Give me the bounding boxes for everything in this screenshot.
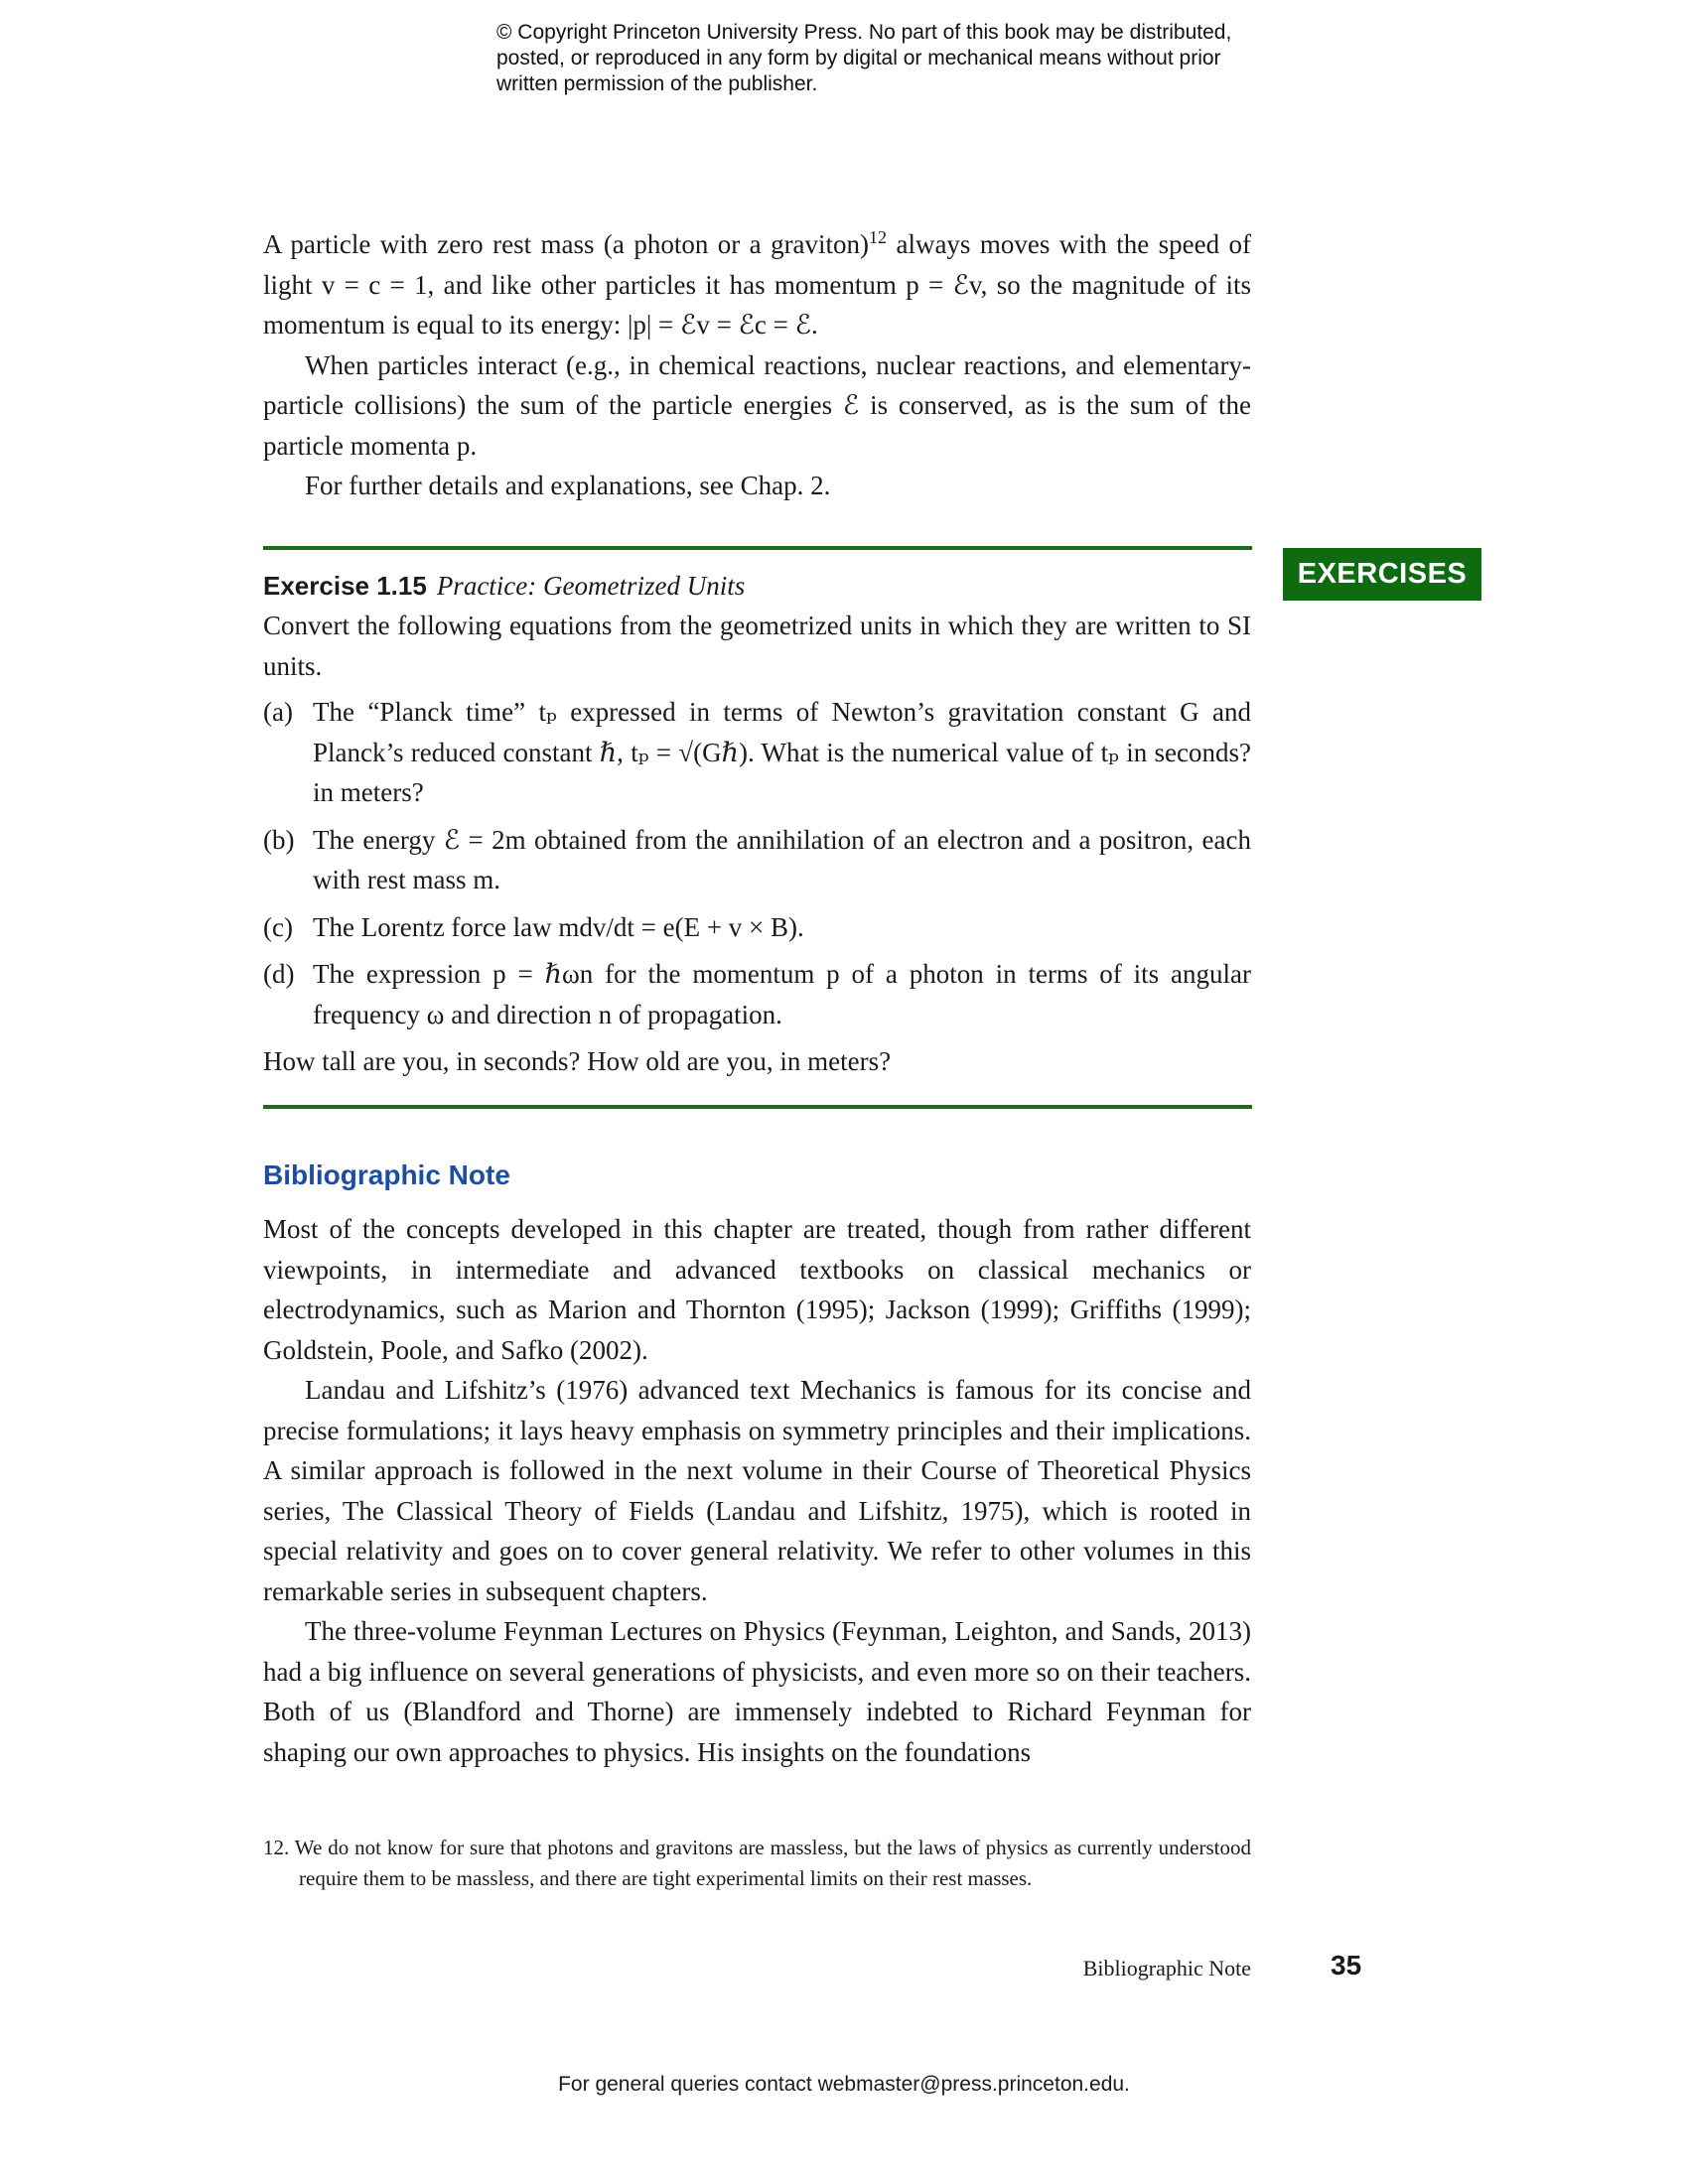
exercise-block [263,566,1251,1082]
bib-paragraph-2: Landau and Lifshitz’s (1976) advanced text Mechanics is famous for its concise and precise formulations; it lays heavy emphasis on symmetry principles and their implications. A similar approach is followed in the next volume in their Course of Theoretical Physics series, The Classical Theory of Fields (Landau and Lifshitz, 1975), which is rooted in special relativity and goes on to cover general relativity. We refer to other volumes in this remarkable series in subsequent chapters. [263,1375,1251,1606]
footnote-12: 12. We do not know for sure that photons and gravitons are massless, but the laws of physics as currently understood require them to be massless, and there are tight experimental limits on their rest masses. [263,1836,1251,1890]
footer-contact: For general queries contact webmaster@press.princeton.edu. [558,2073,1130,2096]
bib-paragraph-3: The three-volume Feynman Lectures on Physics (Feynman, Leighton, and Sands, 2013) had a big influence on several generations of physicists, and even more so on their teachers. Both of us (Blandford and Thorne) are immensely indebted to Richard Feynman for shaping our own approaches to physics. His insights on the foundations [263,1616,1251,1767]
exercise-item-d: (d) The expression p = ℏωn for the momentum p of a photon in terms of its angular frequency ω and direction n of propagation. [263,959,1251,1029]
intro-paragraph-2: When particles interact (e.g., in chemical reactions, nuclear reactions, and elementary-particle collisions) the sum of the particle energies ℰ is conserved, as is the sum of the particle momenta p. [263,349,1251,461]
copyright-notice: © Copyright Princeton University Press. No part of this book may be distributed, posted, or reproduced in any form by digital or mechanical means without prior written permission of the publisher. [496,21,1232,95]
page-number: 35 [1331,1950,1362,1980]
exercise-subtitle: Practice: Geometrized Units [436,571,746,601]
exercise-title [263,566,1251,606]
bibliographic-body [263,1209,1251,1772]
section-heading: Bibliographic Note [263,1160,510,1190]
bib-paragraph-1: Most of the concepts developed in this chapter are treated, though from rather different viewpoints, in intermediate and advanced textbooks on classical mechanics or electrodynamics, such as Marion and Thornton (1995); Jackson (1999); Griffiths (1999); Goldstein, Poole, and Safko (2002). [263,1214,1251,1365]
exercise-item-a: (a) The “Planck time” tₚ expressed in terms of Newton’s gravitation constant G and Planck’s reduced constant ℏ, tₚ = √(Gℏ). What is the numerical value of tₚ in seconds? in meters? [263,697,1251,807]
intro-section [263,224,1251,506]
exercise-intro: Convert the following equations from the geometrized units in which they are written to SI units. [263,611,1251,681]
exercise-bottom-rule [263,1105,1252,1109]
intro-paragraph-3: For further details and explanations, see Chap. 2. [305,471,831,500]
exercise-closing: How tall are you, in seconds? How old are you, in meters? [263,1046,892,1076]
exercise-item-b: (b) The energy ℰ = 2m obtained from the annihilation of an electron and a positron, each with rest mass m. [263,824,1251,894]
intro-paragraph-1: A particle with zero rest mass (a photon or a graviton)$^{12}$ always moves with the speed of light v = c = 1, and like other particles it has momentum p = ℰv, so the magnitude of its momentum is equal to its energy: |p| = ℰv = ℰc = ℰ. [263,227,1251,340]
footnote-ref-12[interactable]: 12 [869,227,888,247]
exercise-top-rule [263,546,1252,550]
exercises-tab: EXERCISES [1283,548,1481,601]
exercise-item-c: (c) The Lorentz force law mdv/dt = e(E + v × B). [263,911,804,942]
running-head: Bibliographic Note [1082,1956,1251,1980]
exercise-number: Exercise 1.15 [263,571,427,601]
